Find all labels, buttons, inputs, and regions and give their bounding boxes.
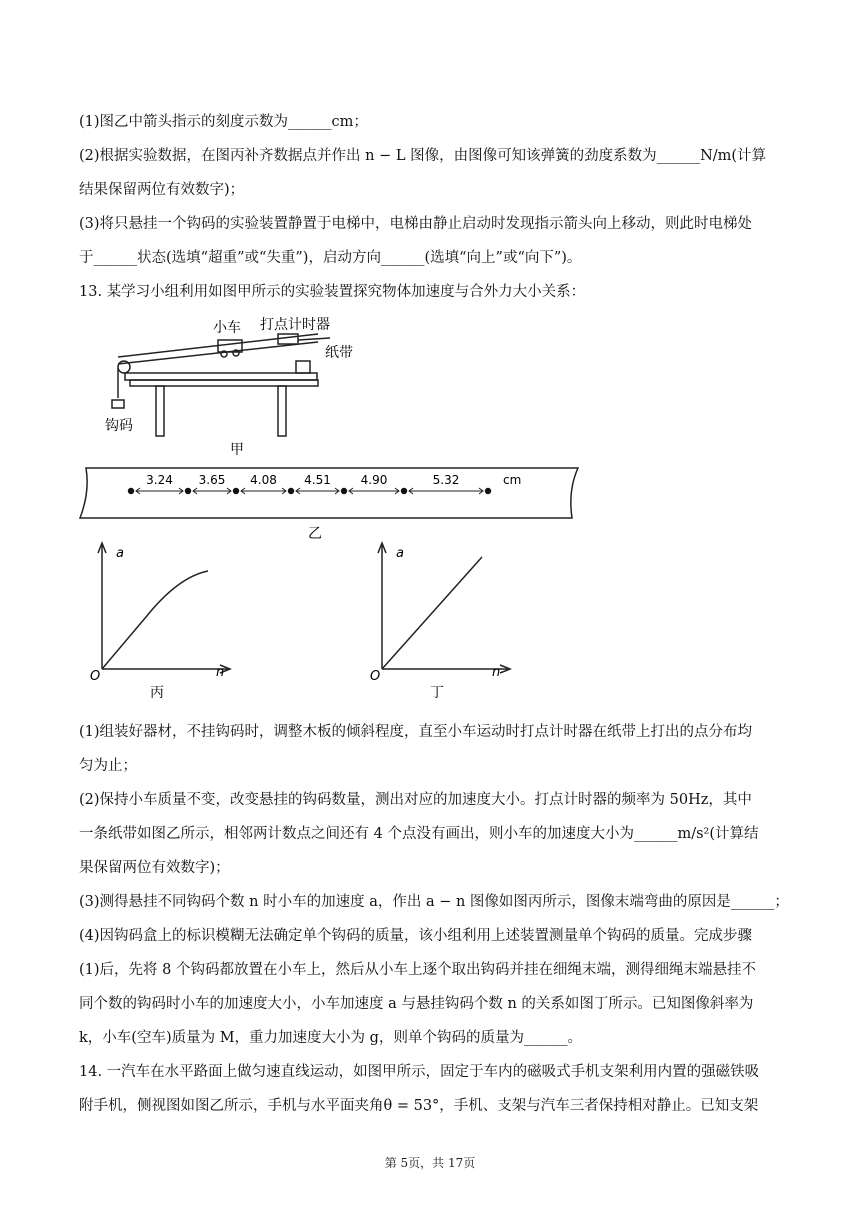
segment-length-label: 3.24 [146,473,173,487]
origin-label: O [370,669,381,684]
figure-ding-graph [368,535,528,705]
figure-bing-graph [88,535,248,705]
origin-label: O [90,669,101,684]
figure-jia-caption: 甲 [230,442,244,458]
tape-label: 纸带 [325,345,353,361]
text-line: (2)根据实验数据，在图丙补齐数据点并作出 n − L 图像，由图像可知该弹簧的劲度系数为______N/m(计算 [79,148,767,164]
text-line: 结果保留两位有效数字)； [79,182,245,198]
tape-dot [401,488,407,494]
tape-dot [128,488,134,494]
figure-ding-caption: 丁 [430,685,444,701]
text-line: (2)保持小车质量不变，改变悬挂的钩码数量，测出对应的加速度大小。打点计时器的频率为 50Hz，其中 [79,792,752,808]
tape-dot [341,488,347,494]
y-axis-label: a [116,546,124,561]
figure-jia-apparatus [100,312,360,462]
segment-length-label: 4.08 [250,473,277,487]
tape-dot [485,488,491,494]
text-line: (1)组装好器材，不挂钩码时，调整木板的倾斜程度，直至小车运动时打点计时器在纸带上打出的点分布均 [79,724,753,740]
figure-yi-tape [78,460,583,542]
question-13-heading: 13. 某学习小组利用如图甲所示的实验装置探究物体加速度与合外力大小关系： [79,284,586,300]
unit-label: cm [503,473,522,487]
segment-length-label: 4.90 [360,473,388,487]
tape-dot [288,488,294,494]
cart-label: 小车 [213,320,241,336]
segment-length-label: 3.65 [198,473,226,487]
text-line: (1)图乙中箭头指示的刻度示数为______cm； [79,114,368,130]
text-line: 匀为止； [79,758,137,774]
text-line: (4)因钩码盒上的标识模糊无法确定单个钩码的质量，该小组利用上述装置测量单个钩码的质量。完成步骤 [79,928,753,944]
text-line: (1)后，先将 8 个钩码都放置在小车上，然后从小车上逐个取出钩码并挂在细绳末端，测得细绳末端悬挂不 [79,962,756,978]
question-14-heading: 14. 一汽车在水平路面上做匀速直线运动，如图甲所示，固定于车内的磁吸式手机支架利用内置的强磁铁吸 [79,1064,760,1080]
text-line: 同个数的钩码时小车的加速度大小，小车加速度 a 与悬挂钩码个数 n 的关系如图丁所示。已知图像斜率为 [79,996,754,1012]
tape-dot [185,488,191,494]
x-axis-label: n [216,665,225,680]
tape-dot [233,488,239,494]
text-line: (3)将只悬挂一个钩码的实验装置静置于电梯中，电梯由静止启动时发现指示箭头向上移动，则此时电梯处 [79,216,753,232]
page-footer: 第 5页，共 17页 [384,1156,476,1170]
timer-label: 打点计时器 [260,317,330,333]
x-axis-label: n [492,665,501,680]
text-line: 果保留两位有效数字)； [79,860,230,876]
segment-length-label: 5.32 [432,473,460,487]
text-line: 附手机，侧视图如图乙所示，手机与水平面夹角θ = 53°，手机、支架与汽车三者保持相对静止。已知支架 [79,1098,759,1114]
text-line: k，小车(空车)质量为 M，重力加速度大小为 g，则单个钩码的质量为______。 [79,1030,582,1046]
text-line: 于______状态(选填“超重”或“失重”)，启动方向______(选填“向上”或“向下”)。 [79,250,582,266]
text-line: 一条纸带如图乙所示，相邻两计数点之间还有 4 个点没有画出，则小车的加速度大小为______m/s²(计算结 [79,826,759,842]
segment-length-label: 4.51 [304,473,331,487]
y-axis-label: a [396,546,404,561]
figure-yi-caption: 乙 [308,526,322,542]
figure-bing-caption: 丙 [150,685,164,701]
text-line: (3)测得悬挂不同钩码个数 n 时小车的加速度 a，作出 a − n 图像如图丙所示，图像末端弯曲的原因是______； [79,894,789,910]
weight-label: 钩码 [105,418,133,434]
